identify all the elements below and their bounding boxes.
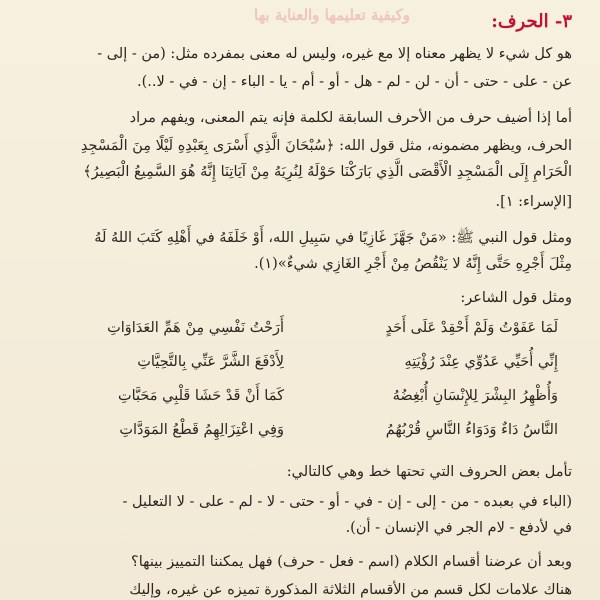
paragraph-line: تأمل بعض الحروف التي تحتها خط وهي كالتالي: [286,464,572,480]
verse-left-hemistich: لِأَدْفَعَ الشَّرَّ عَنِّي بِالتَّحِيَّاتِ [137,354,284,370]
paragraph-line: الحرف، ويظهر مضمونه، مثل قول الله: ﴿سُبْحَانَ الَّذِي أَسْرَى بِعَبْدِهِ لَيْلًا مِنَ الْمَسْجِدِ [80,138,572,154]
paragraph-line: وبعد أن عرضنا أقسام الكلام (اسم - فعل - حرف) فهل يمكننا التمييز بينها؟ [131,554,572,570]
verse-right-hemistich: إِنِّي أُحَيِّي عَدُوِّي عِنْدَ رُؤْيَتِهِ [404,354,558,370]
citation-line: [الإسراء: ١]. [495,194,572,210]
paragraph-line: ومثل قول الشاعر: [460,290,572,306]
verse-left-hemistich: كَمَا أَنْ قَدْ حَشَا قَلْبِي مَحَبَّاتِ [117,388,284,404]
paragraph-line: عن - على - حتى - أن - لن - لم - هل - أو - أم - يا - الباء - إن - في - لا..). [136,74,572,90]
paragraph-line: هو كل شيء لا يظهر معناه إلا مع غيره، وليس له معنى بمفرده مثل: (من - إلى - [97,46,572,62]
paragraph-line: مِثْلَ أَجْرِهِ حَتَّى إِنَّهُ لا يَنْقُصُ مِنْ أَجْرِ الغَازِي شيءٌ»(١). [254,256,572,272]
paragraph-line: الْحَرَامِ إِلَى الْمَسْجِدِ الْأَقْصَى الَّذِي بَارَكْنَا حَوْلَهُ لِنُرِيَهُ مِنْ آيَاتِنَا إِنَّهُ هُوَ السَّمِيعُ الْبَصِيرُ﴾ [83,164,572,180]
verse-right-hemistich: النَّاسُ دَاءٌ وَدَوَاءُ النَّاسِ قُرْبُهُمُ [385,422,558,438]
paragraph-line: هناك علامات لكل قسم من الأقسام الثلاثة المذكورة تميزه عن غيره، وإليك [129,582,572,598]
faded-header-text: وكيفية تعليمها والعناية بها [254,6,410,24]
verse-right-hemistich: وَأُظْهِرُ البِشْرَ لِلإِنْسَانِ أُبْغِضُهُ [392,388,558,404]
verse-left-hemistich: أَرَحْتُ نَفْسِي مِنْ هَمِّ العَدَاوَاتِ [107,320,284,336]
paragraph-line: ومثل قول النبي ﷺ: «مَنْ جَهَّزَ غَازِيًا في سَبِيلِ الله، أَوْ خَلَفَهُ في أَهْلِهِ كَتَبَ اللهُ لَهُ [94,230,572,246]
paragraph-line: في لأدفع - لام الجر في الإنسان - أن). [345,520,572,536]
verse-right-hemistich: لَمَا عَفَوْتُ وَلَمْ أَحْقِدْ عَلَى أَحَدٍ [385,320,558,336]
paragraph-line: أما إذا أضيف حرف من الأحرف السابقة لكلمة فإنه يتم المعنى، ويفهم مراد [129,110,572,126]
verse-left-hemistich: وَفِي اعْتِزَالِهِمُ قَطْعُ المَوَدَّاتِ [119,422,284,438]
section-heading: ٣- الحرف: [491,11,572,32]
paragraph-line: (الباء في بعبده - من - إلى - إن - في - أو - حتى - لا - لم - على - لا التعليل - [122,494,572,510]
